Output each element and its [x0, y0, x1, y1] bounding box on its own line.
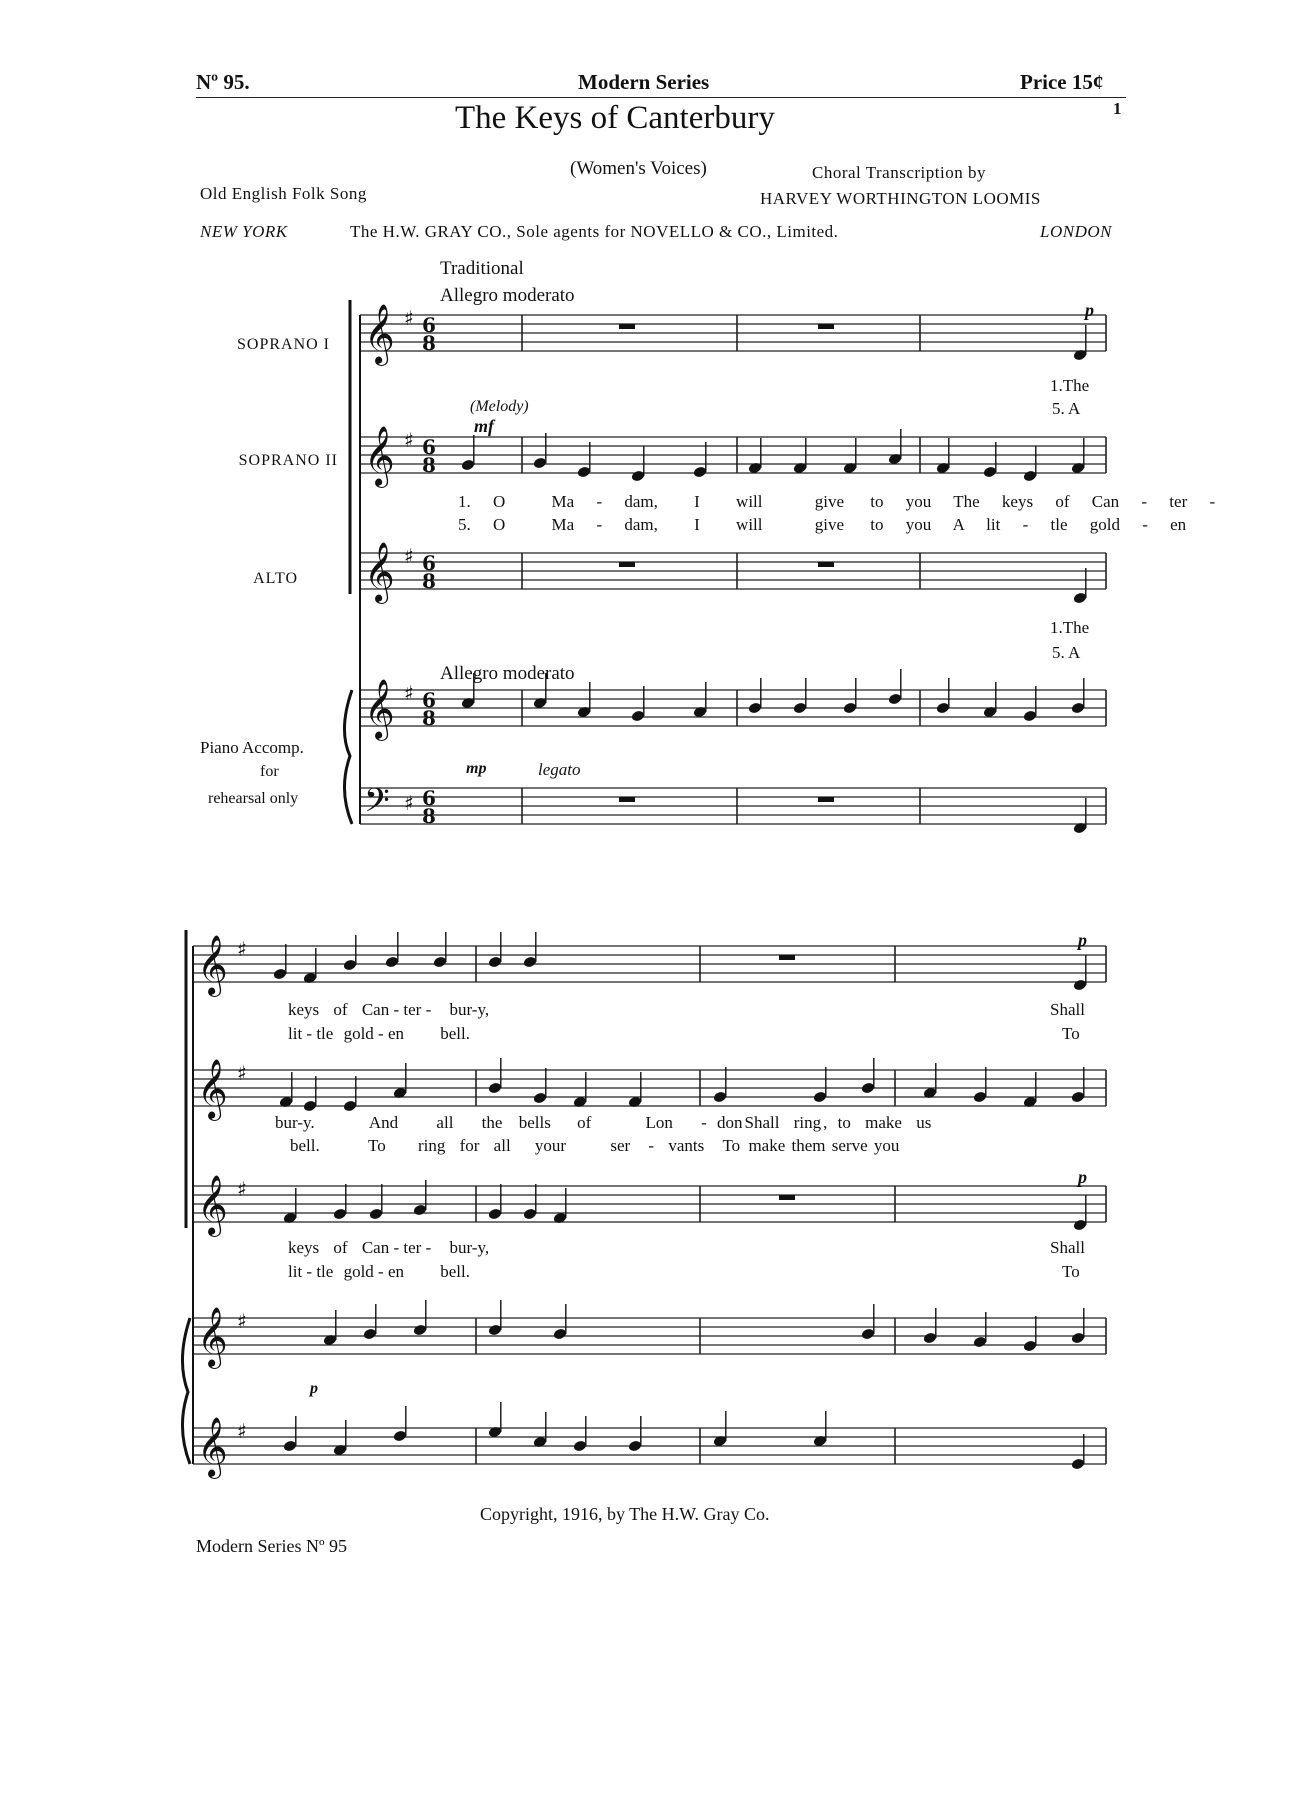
lyric-word: keys	[1001, 492, 1034, 511]
dynamic-p-s1: p	[1085, 300, 1094, 320]
whole-rest	[818, 562, 834, 567]
lyric-word: of	[333, 1238, 348, 1257]
page-title: The Keys of Canterbury	[455, 100, 775, 136]
lyric-word: keys	[288, 1238, 320, 1257]
transcription-credit: Choral Transcription by	[812, 163, 986, 182]
piano-brace-icon	[182, 1318, 190, 1464]
alto-staff	[360, 542, 1106, 604]
time-signature-denominator: 8	[422, 804, 436, 828]
lyric-s2-v5-line-2	[290, 1136, 899, 1156]
lyric-word: will	[736, 515, 763, 534]
lyric-word: -	[701, 1113, 707, 1132]
treble-clef-icon: 𝄞	[364, 426, 395, 486]
piano-label-3: rehearsal only	[208, 790, 299, 807]
lyric-word: To	[722, 1136, 741, 1155]
lyric-word: bell.	[290, 1136, 320, 1155]
lyric-word: The	[953, 492, 980, 511]
lyric-word: them	[791, 1136, 826, 1155]
lyric-word: the	[481, 1113, 503, 1132]
lyric-word: bur-y.	[275, 1113, 315, 1132]
publisher-text: The H.W. GRAY CO., Sole agents for NOVELLO & CO., Limited.	[350, 222, 839, 241]
lyric-word: ser	[610, 1136, 631, 1155]
lyric-word: I	[694, 515, 700, 534]
lyric-word: make	[748, 1136, 786, 1155]
lyric-word: A	[952, 515, 964, 534]
lyric-word: ring	[417, 1136, 446, 1155]
sharp-icon: ♯	[404, 681, 414, 705]
lyric-word: And	[368, 1113, 399, 1132]
lyric-word: ring	[793, 1113, 822, 1132]
lyric-word: bur-y,	[449, 1238, 490, 1257]
lyric-word: lit - tle	[288, 1024, 334, 1043]
piano-left-staff	[360, 782, 1106, 828]
lyric-word: -	[648, 1136, 655, 1155]
lyric-word: bell.	[440, 1262, 471, 1281]
lyric-s1-v5: 5. A	[1052, 399, 1081, 418]
lyric-s2-v1-line	[458, 492, 1215, 512]
treble-clef-icon: 𝄞	[197, 1059, 228, 1119]
whole-rest	[818, 324, 834, 329]
soprano-1-staff	[360, 304, 1106, 366]
lyric-word: gold - en	[343, 1262, 405, 1281]
lyric-alto-v1-line-2	[288, 1238, 489, 1258]
lyric-alto-v5: 5. A	[1052, 643, 1081, 662]
treble-clef-icon: 𝄞	[197, 935, 228, 995]
song-source: Old English Folk Song	[200, 184, 367, 203]
lyric-word: to	[870, 492, 884, 511]
sharp-icon: ♯	[404, 791, 414, 815]
price: Price 15¢	[1020, 70, 1104, 94]
lyric-shall-alto: Shall	[1050, 1238, 1085, 1257]
lyric-word: Ma - dam,	[551, 515, 658, 534]
arranger-name: HARVEY WORTHINGTON LOOMIS	[760, 189, 1041, 208]
lyric-word: Can - ter -	[361, 1238, 432, 1257]
lyric-s2-v5-line	[458, 515, 1186, 535]
treble-clef-icon: 𝄞	[197, 1175, 228, 1235]
part-label-alto: ALTO	[253, 570, 298, 587]
copyright-notice: Copyright, 1916, by The H.W. Gray Co.	[480, 1504, 770, 1524]
treble-clef-icon: 𝄞	[364, 304, 395, 364]
lyric-s1-v1-line-2	[288, 1000, 489, 1020]
soprano-1-sys2-staff	[193, 935, 1106, 997]
sharp-icon: ♯	[404, 544, 414, 568]
treble-clef-icon: 𝄞	[364, 542, 395, 602]
catalog-number: Nº 95.	[196, 70, 250, 94]
melody-marking: (Melody)	[470, 398, 529, 415]
lyric-word: you	[873, 1136, 900, 1155]
lyric-word: 5. O	[458, 515, 506, 534]
lyric-word: make	[865, 1113, 902, 1132]
whole-rest	[779, 1195, 795, 1200]
publisher-city-right: LONDON	[1040, 222, 1112, 241]
bass-clef-icon: 𝄢	[364, 782, 390, 828]
part-label-soprano-2: SOPRANO II	[238, 452, 338, 469]
time-signature-numerator: 6	[422, 435, 436, 459]
treble-clef-icon: 𝄞	[197, 1417, 228, 1477]
lyric-word: Lon	[645, 1113, 673, 1132]
time-signature-numerator: 6	[422, 313, 436, 337]
sharp-icon: ♯	[404, 306, 414, 330]
lyric-word: Ma - dam,	[551, 492, 658, 511]
lyric-word: of	[333, 1000, 348, 1019]
piano-label-1: Piano Accomp.	[200, 738, 304, 757]
lyric-word: bells	[518, 1113, 551, 1132]
sharp-icon: ♯	[404, 428, 414, 452]
lyric-s1-v5-line-2	[288, 1024, 470, 1044]
lyric-word: don	[717, 1113, 743, 1132]
lyric-word: lit - tle	[288, 1262, 334, 1281]
piano-label-2: for	[260, 763, 279, 780]
lyric-word: to	[837, 1113, 851, 1132]
lyric-word: To	[368, 1136, 386, 1155]
lyric-alto-v5-line-2	[288, 1262, 470, 1282]
lyric-word: you	[905, 515, 932, 534]
page-number: 1	[1113, 99, 1122, 118]
tempo-marking: Allegro moderato	[440, 285, 575, 306]
publisher-city-left: NEW YORK	[200, 222, 288, 241]
piano-left-sys2-staff	[193, 1417, 1106, 1479]
series-name: Modern Series	[578, 70, 710, 94]
lyric-word: all	[436, 1113, 454, 1132]
lyric-word: will	[736, 492, 763, 511]
time-signature-numerator: 6	[422, 786, 436, 810]
time-signature-denominator: 8	[422, 453, 436, 477]
treble-clef-icon: 𝄞	[364, 679, 395, 739]
time-signature-denominator: 8	[422, 331, 436, 355]
lyric-word: bell.	[440, 1024, 471, 1043]
lyric-word: gold - en	[343, 1024, 405, 1043]
lyric-word: keys	[288, 1000, 320, 1019]
lyric-word: give	[814, 492, 845, 511]
subtitle: (Women's Voices)	[570, 158, 707, 179]
lyric-to-s1: To	[1062, 1024, 1080, 1043]
lyric-word: serve	[831, 1136, 868, 1155]
lyric-alto-v1: 1.The	[1050, 618, 1090, 637]
whole-rest	[619, 562, 635, 567]
dynamic-p-s2: p	[1078, 930, 1087, 950]
sharp-icon: ♯	[237, 1419, 247, 1443]
footer-series-number: Modern Series Nº 95	[196, 1536, 348, 1556]
lyric-word: 1. O	[458, 492, 506, 511]
lyric-word: for	[459, 1136, 480, 1155]
sharp-icon: ♯	[237, 1309, 247, 1333]
soprano-2-sys2-staff	[193, 1059, 1106, 1121]
dynamic-mf: mf	[474, 416, 494, 436]
time-signature-numerator: 6	[422, 551, 436, 575]
legato-marking: legato	[538, 760, 581, 779]
time-signature-denominator: 8	[422, 706, 436, 730]
lyric-word: of	[1055, 492, 1070, 511]
lyric-word: give	[814, 515, 845, 534]
piano-brace-icon	[344, 690, 352, 824]
lyric-word: of	[577, 1113, 592, 1132]
sharp-icon: ♯	[237, 937, 247, 961]
lyric-shall-s1: Shall	[1050, 1000, 1085, 1019]
lyric-word: all	[493, 1136, 511, 1155]
lyric-word: you	[905, 492, 932, 511]
whole-rest	[619, 797, 635, 802]
traditional-label: Traditional	[440, 258, 524, 279]
lyric-s2-v1-line-2	[275, 1113, 931, 1133]
whole-rest	[818, 797, 834, 802]
dynamic-p-alto-s2: p	[1078, 1167, 1087, 1187]
lyric-word: lit - tle	[986, 515, 1068, 534]
whole-rest	[779, 955, 795, 960]
lyric-word: Can - ter -	[361, 1000, 432, 1019]
lyric-word: us	[916, 1113, 932, 1132]
dynamic-mp: mp	[466, 760, 487, 777]
lyric-word: Shall	[744, 1113, 780, 1132]
treble-clef-icon: 𝄞	[197, 1307, 228, 1367]
lyric-word: gold - en	[1089, 515, 1187, 534]
soprano-2-staff	[360, 426, 1106, 488]
lyric-word: Can - ter -	[1091, 492, 1216, 511]
alto-sys2-staff	[193, 1175, 1106, 1237]
time-signature-numerator: 6	[422, 688, 436, 712]
time-signature-denominator: 8	[422, 569, 436, 593]
lyric-word: I	[694, 492, 700, 511]
lyric-word: bur-y,	[449, 1000, 490, 1019]
lyric-s1-v1: 1.The	[1050, 376, 1090, 395]
dynamic-p-piano: p	[310, 1380, 318, 1397]
whole-rest	[619, 324, 635, 329]
lyric-word: ,	[823, 1113, 828, 1132]
lyric-word: your	[534, 1136, 567, 1155]
lyric-to-alto: To	[1062, 1262, 1080, 1281]
tempo-marking-piano: Allegro moderato	[440, 663, 575, 684]
sharp-icon: ♯	[237, 1061, 247, 1085]
part-label-soprano-1: SOPRANO I	[236, 336, 330, 353]
lyric-word: to	[870, 515, 884, 534]
sharp-icon: ♯	[237, 1177, 247, 1201]
lyric-word: vants	[668, 1136, 705, 1155]
